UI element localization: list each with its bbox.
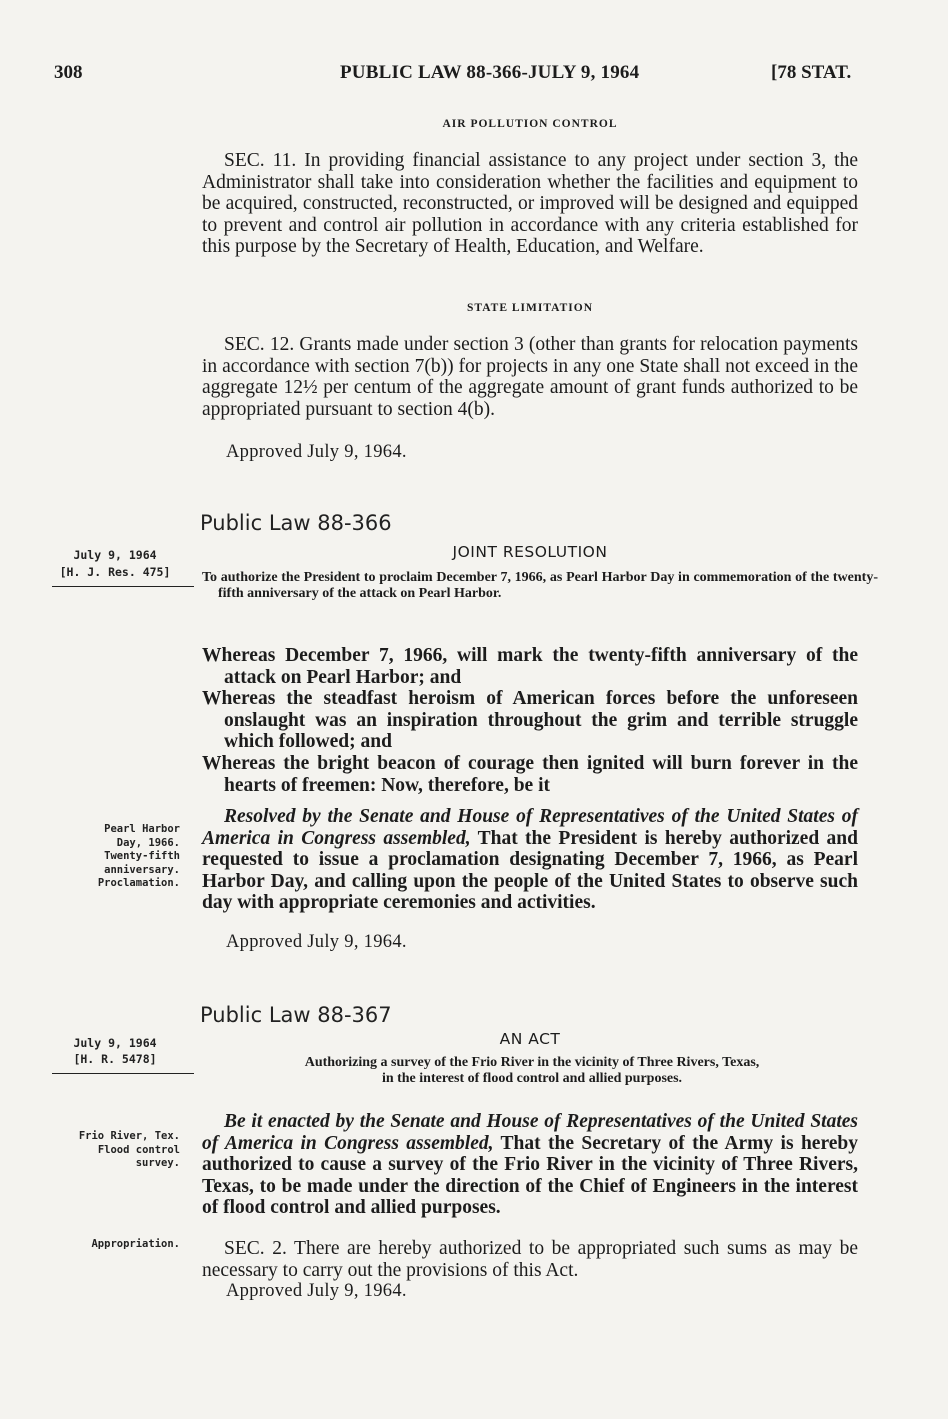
resolving-clause-italic: Resolved by the Senate and House of Representatives of the United States of America in Congress assembled, bbox=[202, 806, 858, 849]
side-note: Flood control bbox=[97, 1143, 180, 1156]
section-2-text: SEC. 2. There are hereby authorized to be appropriated such sums as may be necessary to carry out the provisions of this Act. bbox=[202, 1238, 858, 1281]
approved-date-2: Approved July 9, 1964. bbox=[226, 932, 407, 952]
law-367-purpose-line-2: in the interest of flood control and allied purposes. bbox=[381, 1071, 683, 1086]
resolving-clause-text: That the President is hereby authorized and requested to issue a proclamation designating December 7, 1966, as Pearl Harbor Day, and calling upon the people of the United States to observe such day with appropriate ceremonies and activities. bbox=[202, 827, 858, 914]
law-367-margin-ref: [H. R. 5478] bbox=[73, 1052, 157, 1066]
running-head: PUBLIC LAW 88-366-JULY 9, 1964 bbox=[340, 62, 640, 83]
side-note: Frio River, Tex. bbox=[78, 1130, 180, 1142]
law-366-type: JOINT RESOLUTION bbox=[452, 543, 608, 561]
law-367-purpose-line-1: Authorizing a survey of the Frio River in the vicinity of Three Rivers, Texas, bbox=[304, 1055, 760, 1070]
law-366-purpose: To authorize the President to proclaim December 7, 1966, as Pearl Harbor Day in commemoration of the twenty-fifth anniversary of the attack on Pearl Harbor. bbox=[202, 570, 878, 601]
appropriation-side-note: Appropriation. bbox=[91, 1238, 180, 1250]
volume-reference: [78 STAT. bbox=[771, 62, 852, 83]
law-366-title: Public Law 88-366 bbox=[200, 511, 392, 535]
air-pollution-heading: AIR POLLUTION CONTROL bbox=[442, 118, 618, 130]
approved-date-3: Approved July 9, 1964. bbox=[226, 1281, 407, 1301]
whereas-clauses bbox=[202, 645, 858, 796]
margin-rule bbox=[52, 1073, 194, 1074]
whereas-clause: Whereas the bright beacon of courage then ignited will burn forever in the hearts of freemen: Now, therefore, be it bbox=[202, 752, 858, 796]
whereas-clause: Whereas December 7, 1966, will mark the twenty-fifth anniversary of the attack on Pearl Harbor; and bbox=[202, 645, 858, 688]
pearl-harbor-side-notes bbox=[28, 823, 180, 891]
side-note: survey. bbox=[135, 1157, 180, 1169]
side-note: Day, 1966. bbox=[116, 836, 180, 849]
approved-date-1: Approved July 9, 1964. bbox=[226, 442, 407, 462]
margin-rule bbox=[52, 586, 194, 587]
law-367-title: Public Law 88-367 bbox=[200, 1003, 392, 1027]
law-367-type: AN ACT bbox=[499, 1030, 561, 1048]
law-366-margin-ref: [H. J. Res. 475] bbox=[59, 565, 171, 579]
enacting-clause bbox=[202, 1111, 858, 1219]
side-note: Pearl Harbor bbox=[104, 823, 180, 835]
enacting-clause-italic: Be it enacted by the Senate and House of Representatives of the United States of America in Congress assembled, bbox=[202, 1111, 858, 1154]
side-note: anniversary. bbox=[104, 863, 180, 876]
law-367-margin-date: July 9, 1964 bbox=[73, 1036, 157, 1050]
side-note: Twenty-fifth bbox=[104, 850, 180, 862]
enacting-clause-text: That the Secretary of the Army is hereby authorized to cause a survey of the Frio River in the vicinity of Three Rivers, Texas, to be made under the direction of the Chief of Engineers in the interest of flood control and allied purposes. bbox=[202, 1132, 858, 1219]
side-note: Proclamation. bbox=[97, 877, 180, 889]
section-11-text: SEC. 11. In providing financial assistance to any project under section 3, the Administrator shall take into consideration whether the facilities and equipment to be acquired, constructed, reconstructed, or improved will be designed and equipped to prevent and control air pollution in accordance with any criteria established for this purpose by the Secretary of Health, Education, and Welfare. bbox=[202, 150, 858, 258]
law-366-margin-date: July 9, 1964 bbox=[73, 548, 157, 562]
resolving-clause bbox=[202, 806, 858, 914]
frio-river-side-notes bbox=[28, 1130, 180, 1171]
state-limitation-heading: STATE LIMITATION bbox=[466, 302, 594, 314]
page-number: 308 bbox=[54, 62, 83, 83]
section-12-text: SEC. 12. Grants made under section 3 (other than grants for relocation payments in accordance with section 7(b)) for projects in any one State shall not exceed in the aggregate 12½ per centum of the aggregate amount of grant funds authorized to be appropriated pursuant to section 4(b). bbox=[202, 334, 858, 420]
whereas-clause: Whereas the steadfast heroism of American forces before the unforeseen onslaught was an inspiration throughout the grim and terrible struggle which followed; and bbox=[202, 688, 858, 753]
